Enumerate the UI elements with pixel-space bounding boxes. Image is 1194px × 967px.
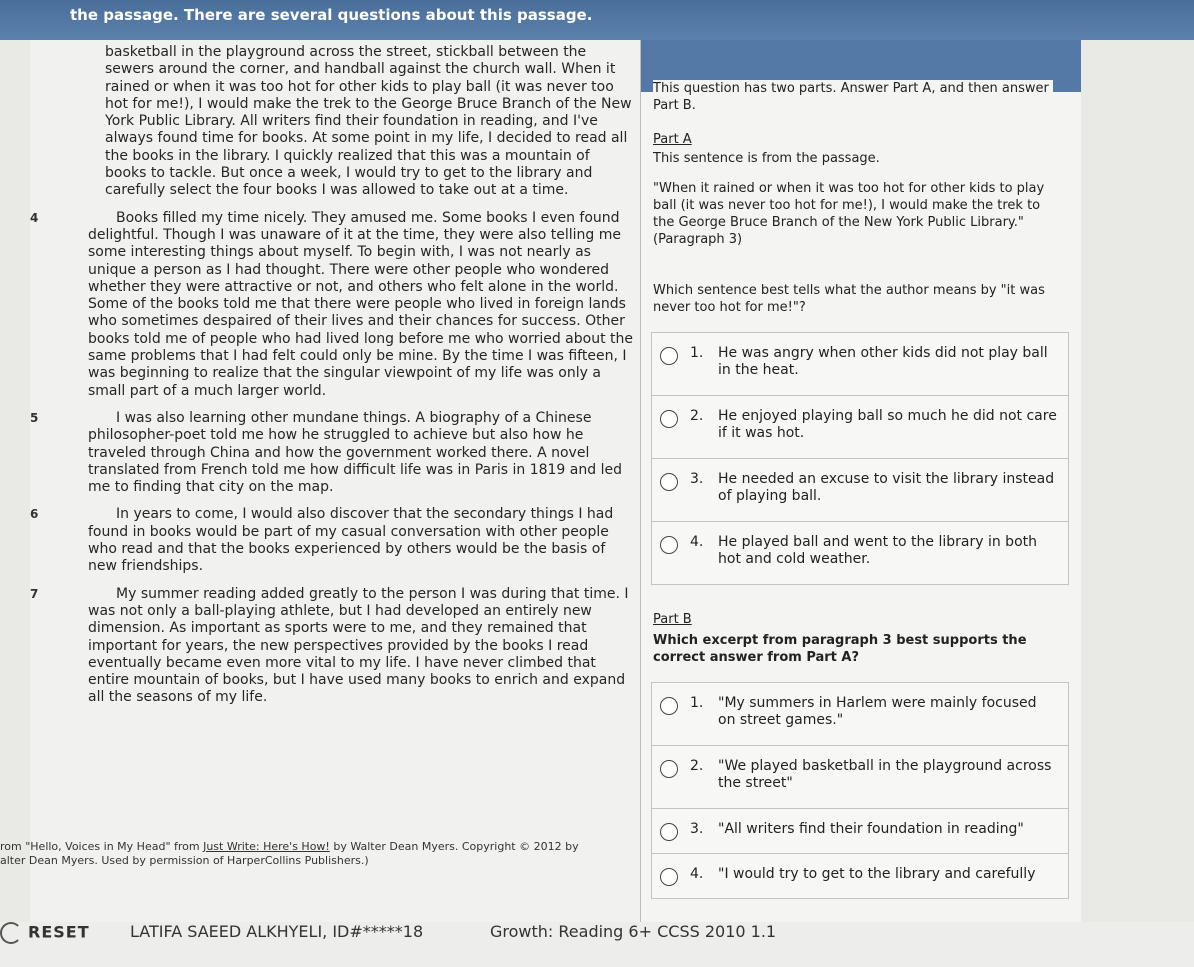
paragraph-5 <box>30 410 633 496</box>
part-a-choice-1[interactable]: 1. He was angry when other kids did not play ball in the heat. <box>651 332 1069 395</box>
passage-panel[interactable] <box>0 40 640 922</box>
question-intro: This question has two parts. Answer Part A, and then answer Part B. <box>653 80 1053 114</box>
test-name: Growth: Reading 6+ CCSS 2010 1.1 <box>490 922 777 941</box>
reset-button[interactable]: RESET <box>0 922 90 944</box>
paragraph-text: basketball in the playground across the street, stickball between the sewers around the corner, and handball against the church wall. When it rained or when it was too hot for other kids to play ball (it was never too hot for me!), I would make the trek to the George Bruce Branch of the New York Public Library. All writers find their foundation in reading, and I've always found time for books. At some point in my life, I decided to read all the books in the library. I quickly realized that this was a mountain of books to tackle. But once a week, I would try to get to the library and carefully select the four books I was allowed to take out at a time. <box>105 44 632 199</box>
question-panel[interactable] <box>640 40 1081 922</box>
reset-icon <box>0 922 22 944</box>
part-a-choice-3[interactable]: 3. He needed an excuse to visit the library instead of playing ball. <box>651 458 1069 521</box>
radio-button[interactable] <box>660 697 678 715</box>
part-b-choice-3[interactable]: 3. "All writers find their foundation in reading" <box>651 808 1069 853</box>
part-b-prompt: Which excerpt from paragraph 3 best supports the correct answer from Part A? <box>653 633 1027 665</box>
paragraph-number: 7 <box>30 586 39 601</box>
part-a-choices <box>651 332 1069 585</box>
title-bar <box>0 0 1194 40</box>
paragraph-4 <box>30 210 633 400</box>
part-a-prompt: Which sentence best tells what the author means by "it was never too hot for me!"? <box>653 283 1045 315</box>
radio-button[interactable] <box>660 347 678 365</box>
part-b-choices <box>651 682 1069 899</box>
part-a-choice-4[interactable]: 4. He played ball and went to the library in both hot and cold weather. <box>651 521 1069 585</box>
paragraph-number: 4 <box>30 210 39 225</box>
part-b-choice-4[interactable]: 4. "I would try to get to the library and carefully <box>651 853 1069 899</box>
paragraph-text: Books filled my time nicely. They amused me. Some books I even found delightful. Though I was unaware of it at the time, they were also telling me some interesting things about myself. To begin with, I was not nearly as unique a person as I had thought. There were other people who wondered whether they were attractive or not, and others who felt alone in the world. Some of the books told me that there were people who lived in foreign lands who sometimes despaired of their lives and their chances for success. Other books told me of people who had lived long before me who worried about the same problems that I had felt could only be mine. By the time I was fifteen, I was beginning to realize that the singular viewpoint of my life was only a small part of a much larger world. <box>88 209 633 399</box>
paragraph-text: My summer reading added greatly to the person I was during that time. I was not only a ball-playing athlete, but I had developed an entirely new dimension. As important as sports were to me, and they remained that important for years, the new perspectives provided by the books I read eventually became even more vital to my life. I have never climbed that entire mountain of books, but I have used many books to enrich and expand all the seasons of my life. <box>88 585 629 706</box>
paragraph-text: In years to come, I would also discover that the secondary things I had found in books would be part of my casual conversation with other people who read and that the books experienced by others would be the basis of new friendships. <box>88 506 614 575</box>
radio-button[interactable] <box>660 536 678 554</box>
part-a-quote: "When it rained or when it was too hot for other kids to play ball (it was never too hot for me!), I would make the trek to the George Bruce Branch of the New York Public Library." (Paragraph 3) <box>653 181 1045 247</box>
part-b-choice-1[interactable]: 1. "My summers in Harlem were mainly focused on street games." <box>651 682 1069 745</box>
paragraph-3-tail <box>30 44 635 200</box>
paragraph-7 <box>30 586 633 707</box>
part-b-label: Part B <box>653 612 692 627</box>
radio-button[interactable] <box>660 410 678 428</box>
part-a-label: Part A <box>653 132 692 147</box>
book-title: Just Write: Here's How! <box>203 840 330 853</box>
passage-instructions: the passage. There are several questions about this passage. <box>70 6 593 24</box>
paragraph-6 <box>30 506 633 575</box>
part-a-choice-2[interactable]: 2. He enjoyed playing ball so much he did not care if it was hot. <box>651 395 1069 458</box>
student-name: LATIFA SAEED ALKHYELI, ID#*****18 <box>130 922 424 941</box>
radio-button[interactable] <box>660 473 678 491</box>
radio-button[interactable] <box>660 823 678 841</box>
radio-button[interactable] <box>660 868 678 886</box>
part-b-choice-2[interactable]: 2. "We played basketball in the playground across the street" <box>651 745 1069 808</box>
paragraph-number: 5 <box>30 410 39 425</box>
part-a-lead: This sentence is from the passage. <box>653 151 880 166</box>
passage-credit: rom "Hello, Voices in My Head" from Just Write: Here's How! by Walter Dean Myers. Copyright © 2012 by alter Dean Myers. Used by permission of HarperCollins Publishers.) <box>0 840 579 867</box>
paragraph-text: I was also learning other mundane things. A biography of a Chinese philosopher-poet told me how he struggled to achieve but also how he traveled through China and how the government worked there. A novel translated from French told me how difficult life was in Paris in 1819 and led me to finding that city on the map. <box>88 409 622 496</box>
radio-button[interactable] <box>660 760 678 778</box>
paragraph-number: 6 <box>30 507 39 522</box>
footer-bar <box>0 922 1194 967</box>
